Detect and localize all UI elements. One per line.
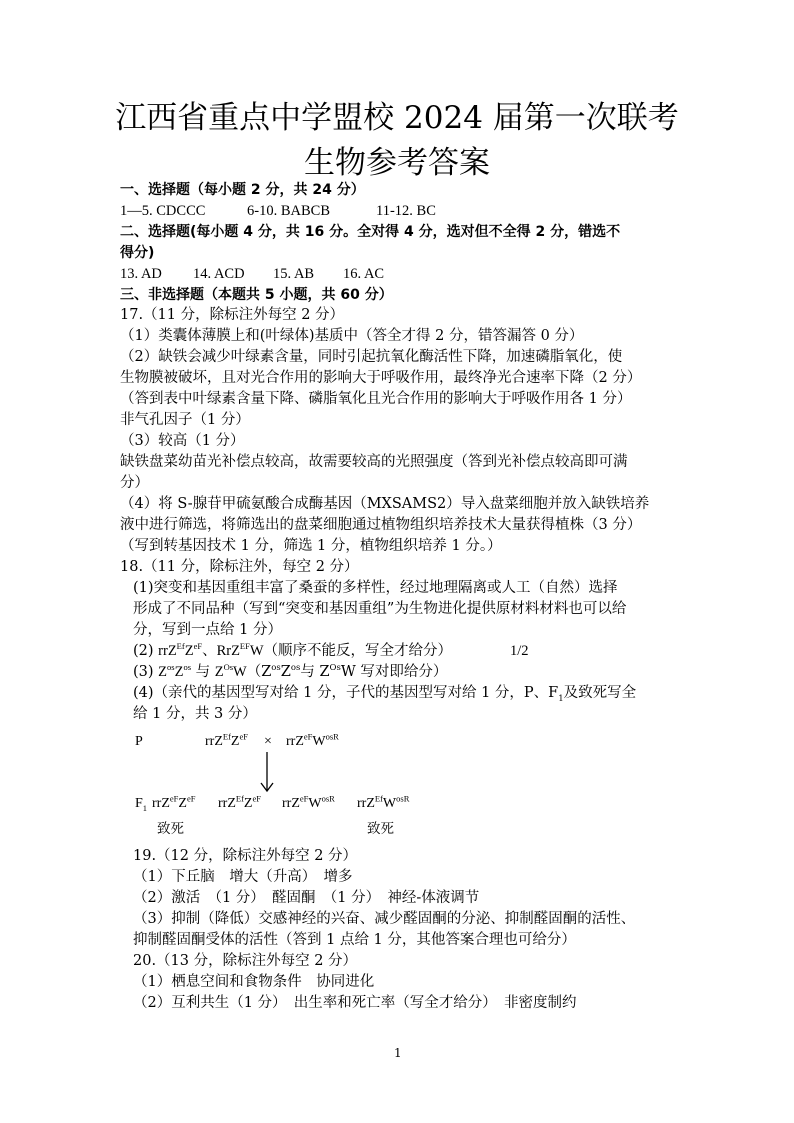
q19-line: （2）激活 （1 分） 醛固酮 （1 分） 神经-体液调节 bbox=[133, 890, 480, 906]
q17-line: （4）将 S-腺苷甲硫氨酸合成酶基因（MXSAMS2）导入盘菜细胞并放入缺铁培养 bbox=[120, 496, 650, 512]
diagram-offspring-2: $rrZ^{Ef}Z^{eF}$ bbox=[218, 793, 261, 811]
q18-line-4: (4)（亲代的基因型写对给 1 分，子代的基因型写对给 1 分，P、$F_1$及致死写全 bbox=[133, 685, 637, 704]
answer-13: 13. AD bbox=[120, 266, 162, 282]
page-subtitle: 生物参考答案 bbox=[304, 145, 490, 181]
diagram-cross-sign: × bbox=[264, 734, 272, 749]
answer-14: 14. ACD bbox=[193, 266, 245, 282]
q19-line: （3）抑制（降低）交感神经的兴奋、减少醛固酮的分泌、抑制醛固酮的活性、 bbox=[133, 911, 636, 927]
q17-heading: 17.（11 分，除标注外每空 2 分） bbox=[120, 307, 345, 323]
q18-line-genotypes: (2) $rrZ^{Ef}Z^{eF}$、RrZ$^{EF}$W（顺序不能反，写全才给分） bbox=[133, 641, 453, 659]
q17-line: 非气孔因子（1 分） bbox=[120, 412, 250, 428]
page-number: 1 bbox=[394, 1046, 402, 1060]
diagram-p-label: P bbox=[135, 734, 143, 749]
diagram-parent-1: $rrZ^{Ef}Z^{eF}$ bbox=[205, 731, 248, 749]
q18-line: 形成了不同品种（写到“突变和基因重组”为生物进化提供原材料材料也可以给 bbox=[133, 601, 627, 617]
section-2-heading-cont: 得分) bbox=[120, 245, 155, 261]
q20-line: （1）栖息空间和食物条件 协同进化 bbox=[133, 974, 375, 990]
q17-line: 缺铁盘菜幼苗光补偿点较高，故需要较高的光照强度（答到光补偿点较高即可满 bbox=[120, 454, 628, 470]
q17-line: （3）较高（1 分） bbox=[120, 433, 245, 449]
answers-11-12: 11-12. BC bbox=[376, 203, 436, 219]
diagram-offspring-4: $rrZ^{Ef}W^{osR}$ bbox=[357, 793, 410, 811]
diagram-parent-2: $rrZ^{eF}W^{osR}$ bbox=[286, 731, 339, 749]
section-3-heading: 三、非选择题（本题共 5 小题，共 60 分） bbox=[120, 287, 393, 303]
q17-line: 液中进行筛选，将筛选出的盘菜细胞通过植物组织培养技术大量获得植株（3 分） bbox=[120, 517, 642, 533]
q18-ratio: 1/2 bbox=[510, 643, 529, 659]
section-1-heading: 一、选择题（每小题 2 分，共 24 分） bbox=[120, 182, 365, 198]
q20-line: （2）互利共生（1 分） 出生率和死亡率（写全才给分） 非密度制约 bbox=[133, 995, 577, 1011]
q19-line: （1）下丘脑 增大（升高） 增多 bbox=[133, 869, 353, 885]
q18-line: 给 1 分，共 3 分） bbox=[133, 706, 257, 722]
q20-heading: 20.（13 分，除标注外每空 2 分） bbox=[133, 953, 358, 969]
q18-line: (1)突变和基因重组丰富了桑蚕的多样性，经过地理隔离或人工（自然）选择 bbox=[133, 580, 618, 596]
q19-line: 抑制醛固酮受体的活性（答到 1 点给 1 分，其他答案合理也可给分） bbox=[133, 932, 576, 948]
diagram-lethal-label: 致死 bbox=[157, 821, 184, 837]
section-2-heading: 二、选择题(每小题 4 分，共 16 分。全对得 4 分，选对但不全得 2 分，错选不 bbox=[120, 224, 621, 240]
diagram-down-arrow bbox=[259, 752, 275, 794]
diagram-lethal-label: 致死 bbox=[367, 821, 394, 837]
q17-line: （答到表中叶绿素含量下降、磷脂氧化且光合作用的影响大于呼吸作用各 1 分） bbox=[120, 391, 632, 407]
q18-heading: 18.（11 分，除标注外，每空 2 分） bbox=[120, 559, 359, 575]
diagram-f1-label: $F_1$ bbox=[135, 796, 148, 813]
q17-line: （1）类囊体薄膜上和(叶绿体)基质中（答全才得 2 分，错答漏答 0 分） bbox=[120, 328, 584, 344]
answer-15: 15. AB bbox=[273, 266, 315, 282]
diagram-offspring-1: $rrZ^{eF}Z^{eF}$ bbox=[152, 793, 196, 811]
q18-line: 分，写到一点给 1 分） bbox=[133, 622, 282, 638]
q18-line-genotypes-3: (3) $Z^{os}Z^{os}$ 与 $Z^{Os}W(Z^{os}Z^{os}$与 $Z^{Os}W$ 写对即给分） bbox=[133, 662, 448, 680]
q19-heading: 19.（12 分，除标注外每空 2 分） bbox=[133, 848, 358, 864]
answer-16: 16. AC bbox=[343, 266, 385, 282]
q17-line: 生物膜被破坏，且对光合作用的影响大于呼吸作用，最终净光合速率下降（2 分） bbox=[120, 370, 642, 386]
page-title: 江西省重点中学盟校 2024 届第一次联考 bbox=[115, 100, 679, 136]
q17-line: 分） bbox=[120, 475, 149, 491]
answers-6-10: 6-10. BABCB bbox=[247, 203, 330, 219]
answers-1-5: 1—5. CDCCC bbox=[120, 203, 206, 219]
q17-line: （2）缺铁会减少叶绿素含量，同时引起抗氧化酶活性下降，加速磷脂氧化，使 bbox=[120, 349, 623, 365]
diagram-offspring-3: $rrZ^{eF}W^{osR}$ bbox=[282, 793, 335, 811]
q17-line: （写到转基因技术 1 分，筛选 1 分，植物组织培养 1 分。） bbox=[120, 538, 502, 554]
